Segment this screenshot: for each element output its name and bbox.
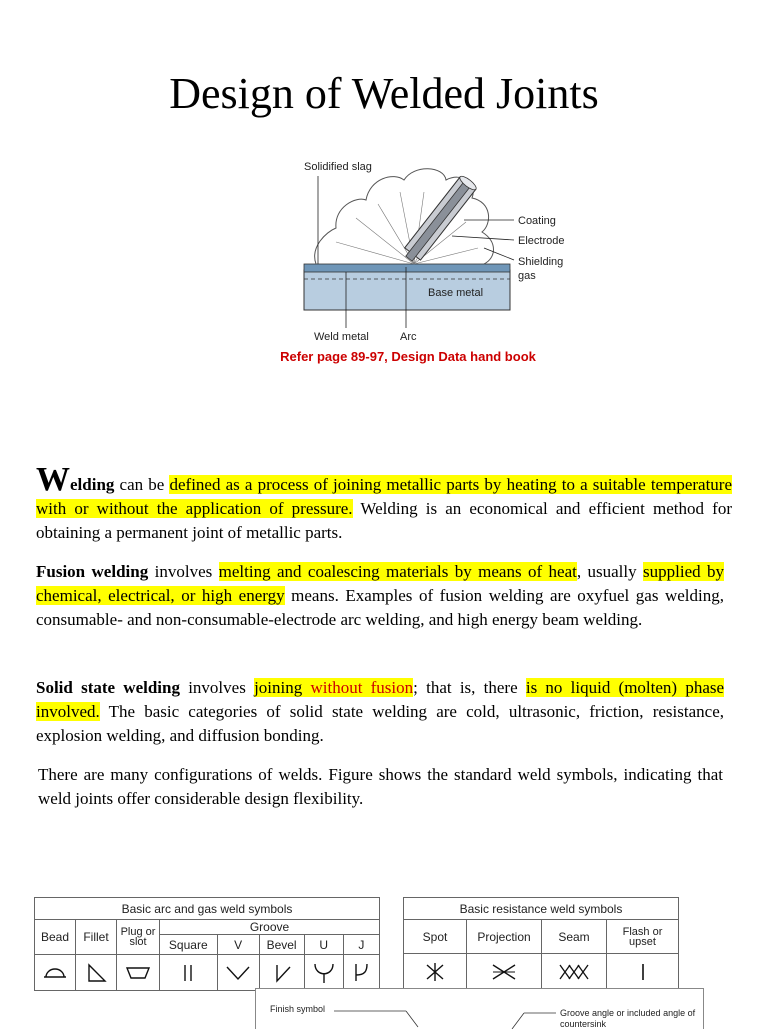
label-finish-symbol: Finish symbol (270, 1004, 326, 1014)
table-title: Basic resistance weld symbols (404, 898, 679, 920)
drop-cap: W (36, 461, 70, 498)
text-run: The basic categories of solid state welding are cold, ultrasonic, friction, resistance, explosion welding, and diffusion bonding. (36, 702, 724, 745)
paragraph-configurations: There are many configurations of welds. Figure shows the standard weld symbols, indicating that weld joints offer considerable design flexibility. (38, 765, 723, 808)
text-run: involves (148, 562, 219, 581)
text-run: ; that is, there (413, 678, 526, 697)
text-run: involves (179, 678, 255, 697)
seam-symbol (542, 954, 607, 990)
highlight-definition: defined as a process of joining metallic parts by heating to a suitable temperature with or without the application of pressure. (36, 475, 732, 518)
text-run: can be (114, 475, 170, 494)
u-groove-symbol (304, 955, 343, 991)
col-seam: Seam (542, 920, 607, 954)
label-groove-angle: Groove angle or included angle of countersink (560, 1008, 696, 1029)
paragraph-solid-state-welding (36, 676, 724, 748)
label-arc: Arc (400, 331, 417, 343)
col-j: J (343, 935, 379, 955)
text-run: means. Examples of fusion welding are oxyfuel gas welding, consumable- and non-consumable-electrode arc welding, and high energy beam welding. (36, 586, 724, 629)
welding-word: elding (70, 475, 115, 494)
col-fillet: Fillet (76, 920, 117, 955)
col-groove: Groove (160, 920, 380, 935)
highlight-melting: melting and coalescing materials by means of heat (218, 562, 577, 581)
label-gas: gas (518, 270, 536, 282)
flash-upset-symbol (607, 954, 679, 990)
col-v: V (217, 935, 259, 955)
col-plug-slot: Plug or slot (117, 920, 160, 955)
weld-symbol-figure (255, 988, 704, 1029)
col-projection: Projection (467, 920, 542, 954)
paragraph-welding-definition (36, 461, 732, 545)
weld-bead (304, 264, 510, 272)
square-groove-symbol (160, 955, 218, 991)
term-fusion-welding: Fusion welding (36, 562, 149, 581)
plug-slot-symbol (117, 955, 160, 991)
j-groove-symbol (343, 955, 379, 991)
col-bevel: Bevel (259, 935, 304, 955)
col-bead: Bead (35, 920, 76, 955)
label-weld-metal: Weld metal (314, 331, 369, 343)
col-flash-upset: Flash or upset (607, 920, 679, 954)
term-solid-state-welding: Solid state welding (36, 678, 180, 697)
page-title: Design of Welded Joints (169, 69, 599, 118)
fillet-symbol (76, 955, 117, 991)
highlight-joining: joining (254, 678, 311, 697)
col-square: Square (160, 935, 218, 955)
projection-symbol (467, 954, 542, 990)
text-run: Welding is an economical and efficient method for obtaining a permanent joint of metallic parts. (36, 499, 732, 542)
leader-lines (256, 989, 703, 1029)
highlight-no-liquid: is no liquid (molten) phase involved. (36, 678, 725, 721)
spot-symbol (404, 954, 467, 990)
text-run: , usually (576, 562, 644, 581)
bevel-groove-symbol (259, 955, 304, 991)
label-solidified-slag: Solidified slag (304, 161, 372, 173)
arc-gas-weld-symbols-table (34, 897, 380, 991)
label-shielding: Shielding (518, 256, 564, 268)
welding-diagram (296, 152, 586, 347)
highlight-without-fusion: without fusion (310, 678, 414, 697)
resistance-weld-symbols-table (403, 897, 679, 990)
highlight-energy: supplied by chemical, electrical, or high energy (36, 562, 725, 605)
welding-diagram-svg (296, 152, 586, 347)
col-u: U (304, 935, 343, 955)
label-base-metal: Base metal (428, 287, 484, 299)
v-groove-symbol (217, 955, 259, 991)
col-spot: Spot (404, 920, 467, 954)
label-electrode: Electrode (518, 235, 565, 247)
table-title: Basic arc and gas weld symbols (35, 898, 380, 920)
figure-caption: Refer page 89-97, Design Data hand book (280, 349, 536, 364)
paragraph-fusion-welding (36, 560, 724, 632)
label-coating: Coating (518, 215, 556, 227)
bead-symbol (35, 955, 76, 991)
